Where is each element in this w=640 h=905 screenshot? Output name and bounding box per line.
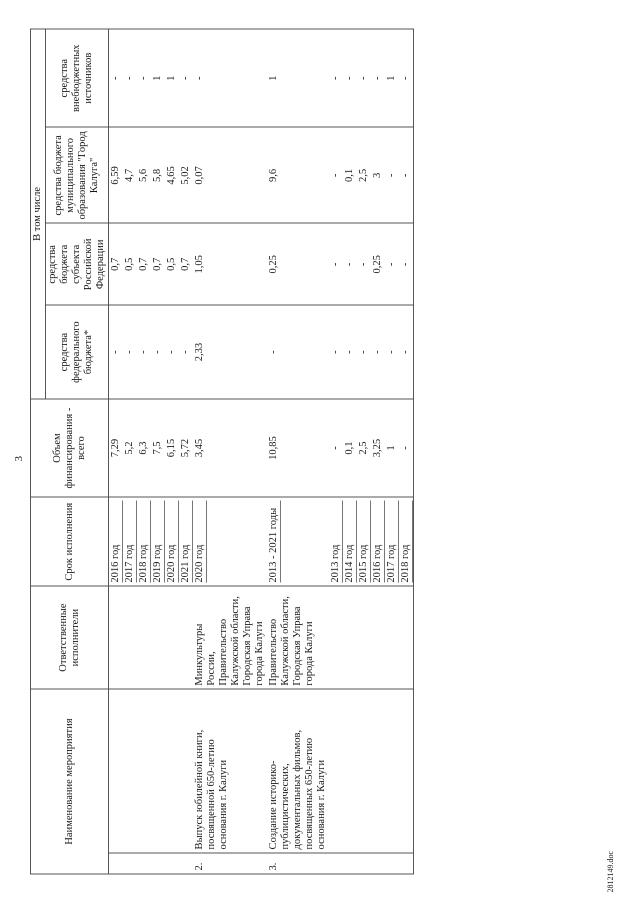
cell-total: 7,5 <box>151 399 165 497</box>
cell-num <box>329 853 343 874</box>
cell-term <box>179 497 193 586</box>
cell-term <box>329 497 343 586</box>
term-value: 2018 год <box>138 501 151 583</box>
cell-federal: - <box>329 305 343 399</box>
cell-regional: 0,25 <box>267 223 329 305</box>
cell-municipal: 0,1 <box>343 127 357 223</box>
cell-federal: - <box>165 305 179 399</box>
cell-total: 6,3 <box>137 399 151 497</box>
cell-offbudget: - <box>399 29 414 127</box>
cell-regional: - <box>385 223 399 305</box>
cell-offbudget: - <box>357 29 371 127</box>
cell-term <box>123 497 137 586</box>
cell-executors <box>151 586 165 689</box>
cell-num <box>399 853 414 874</box>
table-row <box>399 29 414 874</box>
cell-offbudget: - <box>329 29 343 127</box>
cell-executors <box>357 586 371 689</box>
cell-offbudget: - <box>109 29 124 127</box>
cell-federal: - <box>371 305 385 399</box>
cell-municipal: 4,7 <box>123 127 137 223</box>
cell-federal: 2,33 <box>193 305 267 399</box>
cell-executors <box>399 586 414 689</box>
term-value: 2020 год <box>166 501 179 583</box>
cell-name <box>371 689 385 853</box>
cell-name <box>123 689 137 853</box>
cell-term <box>109 497 124 586</box>
header-offbudget: средства внебюджетных источников <box>46 29 109 127</box>
cell-regional: 0,7 <box>137 223 151 305</box>
document-code: 2812149.doc <box>606 850 615 893</box>
header-executors: Ответственные исполнители <box>31 586 109 689</box>
table-row <box>357 29 371 874</box>
cell-regional: - <box>357 223 371 305</box>
cell-name <box>151 689 165 853</box>
cell-offbudget: - <box>343 29 357 127</box>
cell-name: Выпуск юбилейной книги, посвященной 650-летию основания г. Калуги <box>193 689 267 853</box>
cell-offbudget: 1 <box>151 29 165 127</box>
cell-term <box>151 497 165 586</box>
term-value: 2016 год <box>110 501 123 583</box>
term-value: 2020 год <box>194 501 207 583</box>
cell-name <box>385 689 399 853</box>
cell-municipal: 0,07 <box>193 127 267 223</box>
cell-num: 3. <box>267 853 329 874</box>
cell-offbudget: - <box>193 29 267 127</box>
cell-executors <box>179 586 193 689</box>
cell-regional: - <box>399 223 414 305</box>
header-term: Срок исполнения <box>31 497 109 586</box>
cell-total: 5,72 <box>179 399 193 497</box>
cell-regional: 0,7 <box>109 223 124 305</box>
table-row <box>371 29 385 874</box>
cell-total: 3,25 <box>371 399 385 497</box>
financing-table <box>30 29 414 875</box>
cell-num <box>123 853 137 874</box>
cell-total: 2,5 <box>357 399 371 497</box>
cell-offbudget: - <box>179 29 193 127</box>
cell-federal: - <box>385 305 399 399</box>
cell-executors <box>123 586 137 689</box>
cell-term <box>267 497 329 586</box>
header-total: Объем финансирования - всего <box>31 399 109 497</box>
cell-num <box>109 853 124 874</box>
cell-municipal: 4,65 <box>165 127 179 223</box>
header-regional: средства бюджета субъекта Российской Федерации <box>46 223 109 305</box>
cell-federal: - <box>151 305 165 399</box>
cell-municipal: 6,59 <box>109 127 124 223</box>
cell-total: - <box>329 399 343 497</box>
cell-num <box>179 853 193 874</box>
cell-name <box>357 689 371 853</box>
cell-executors <box>371 586 385 689</box>
cell-term <box>193 497 267 586</box>
term-value: 2021 год <box>180 501 193 583</box>
cell-term <box>137 497 151 586</box>
table-row <box>343 29 357 874</box>
cell-name <box>329 689 343 853</box>
cell-offbudget: - <box>123 29 137 127</box>
table-row <box>385 29 399 874</box>
cell-name <box>399 689 414 853</box>
cell-executors <box>385 586 399 689</box>
table-row <box>165 29 179 874</box>
cell-municipal: 9,6 <box>267 127 329 223</box>
cell-municipal: - <box>329 127 343 223</box>
cell-federal: - <box>109 305 124 399</box>
cell-name: Создание историко-публицистических, документальных фильмов, посвященных 650-летию основания г. Калуги <box>267 689 329 853</box>
cell-num <box>385 853 399 874</box>
cell-executors: Минкультуры России, Правительство Калужской области, Городская Управа города Калуги <box>193 586 267 689</box>
table-row <box>179 29 193 874</box>
cell-regional: 0,5 <box>123 223 137 305</box>
cell-num <box>151 853 165 874</box>
cell-total: 0,1 <box>343 399 357 497</box>
term-value: 2013 год <box>330 501 343 583</box>
cell-term <box>343 497 357 586</box>
cell-offbudget: 1 <box>165 29 179 127</box>
term-value: 2013 - 2021 годы <box>268 501 281 583</box>
term-value: 2019 год <box>152 501 165 583</box>
cell-offbudget: 1 <box>267 29 329 127</box>
cell-federal: - <box>267 305 329 399</box>
cell-term <box>371 497 385 586</box>
cell-executors <box>329 586 343 689</box>
cell-municipal: 3 <box>371 127 385 223</box>
term-value: 2017 год <box>124 501 137 583</box>
cell-regional: 0,7 <box>151 223 165 305</box>
cell-municipal: 5,6 <box>137 127 151 223</box>
cell-federal: - <box>343 305 357 399</box>
cell-executors <box>137 586 151 689</box>
cell-num <box>137 853 151 874</box>
term-value: 2014 год <box>344 501 357 583</box>
cell-total: 7,29 <box>109 399 124 497</box>
cell-regional: 0,25 <box>371 223 385 305</box>
cell-num: 2. <box>193 853 267 874</box>
cell-name <box>179 689 193 853</box>
cell-executors <box>343 586 357 689</box>
cell-num <box>165 853 179 874</box>
cell-offbudget: 1 <box>385 29 399 127</box>
cell-total: 6,15 <box>165 399 179 497</box>
term-value: 2018 год <box>400 501 413 583</box>
table-row <box>267 29 329 874</box>
table-row <box>151 29 165 874</box>
table-body <box>109 29 414 874</box>
cell-regional: 0,7 <box>179 223 193 305</box>
cell-regional: 0,5 <box>165 223 179 305</box>
cell-total: 5,2 <box>123 399 137 497</box>
cell-federal: - <box>399 305 414 399</box>
cell-total: - <box>399 399 414 497</box>
cell-offbudget: - <box>371 29 385 127</box>
term-value: 2017 год <box>386 501 399 583</box>
cell-total: 10,85 <box>267 399 329 497</box>
cell-total: 3,45 <box>193 399 267 497</box>
cell-regional: - <box>329 223 343 305</box>
table-row <box>109 29 124 874</box>
cell-name <box>137 689 151 853</box>
cell-num <box>357 853 371 874</box>
cell-executors: Правительство Калужской области, Городская Управа города Калуги <box>267 586 329 689</box>
header-name: Наименование мероприятия <box>31 689 109 874</box>
cell-num <box>371 853 385 874</box>
cell-num <box>343 853 357 874</box>
cell-total: 1 <box>385 399 399 497</box>
cell-executors <box>165 586 179 689</box>
cell-municipal: - <box>399 127 414 223</box>
cell-municipal: 5,02 <box>179 127 193 223</box>
cell-federal: - <box>357 305 371 399</box>
cell-term <box>357 497 371 586</box>
cell-federal: - <box>123 305 137 399</box>
table-row <box>329 29 343 874</box>
cell-regional: - <box>343 223 357 305</box>
cell-regional: 1,05 <box>193 223 267 305</box>
table-row <box>193 29 267 874</box>
header-including: В том числе <box>31 29 46 399</box>
cell-offbudget: - <box>137 29 151 127</box>
cell-name <box>343 689 357 853</box>
cell-term <box>399 497 414 586</box>
page-number: 3 <box>13 456 25 462</box>
cell-term <box>165 497 179 586</box>
cell-name <box>165 689 179 853</box>
cell-municipal: 5,8 <box>151 127 165 223</box>
table-row <box>137 29 151 874</box>
header-federal: средства федерального бюджета* <box>46 305 109 399</box>
header-municipal: средства бюджета муниципального образования "Город Калуга" <box>46 127 109 223</box>
cell-municipal: - <box>385 127 399 223</box>
term-value: 2016 год <box>372 501 385 583</box>
cell-term <box>385 497 399 586</box>
cell-federal: - <box>137 305 151 399</box>
table-row <box>123 29 137 874</box>
cell-federal: - <box>179 305 193 399</box>
cell-municipal: 2,5 <box>357 127 371 223</box>
cell-executors <box>109 586 124 689</box>
cell-name <box>109 689 124 853</box>
term-value: 2015 год <box>358 501 371 583</box>
